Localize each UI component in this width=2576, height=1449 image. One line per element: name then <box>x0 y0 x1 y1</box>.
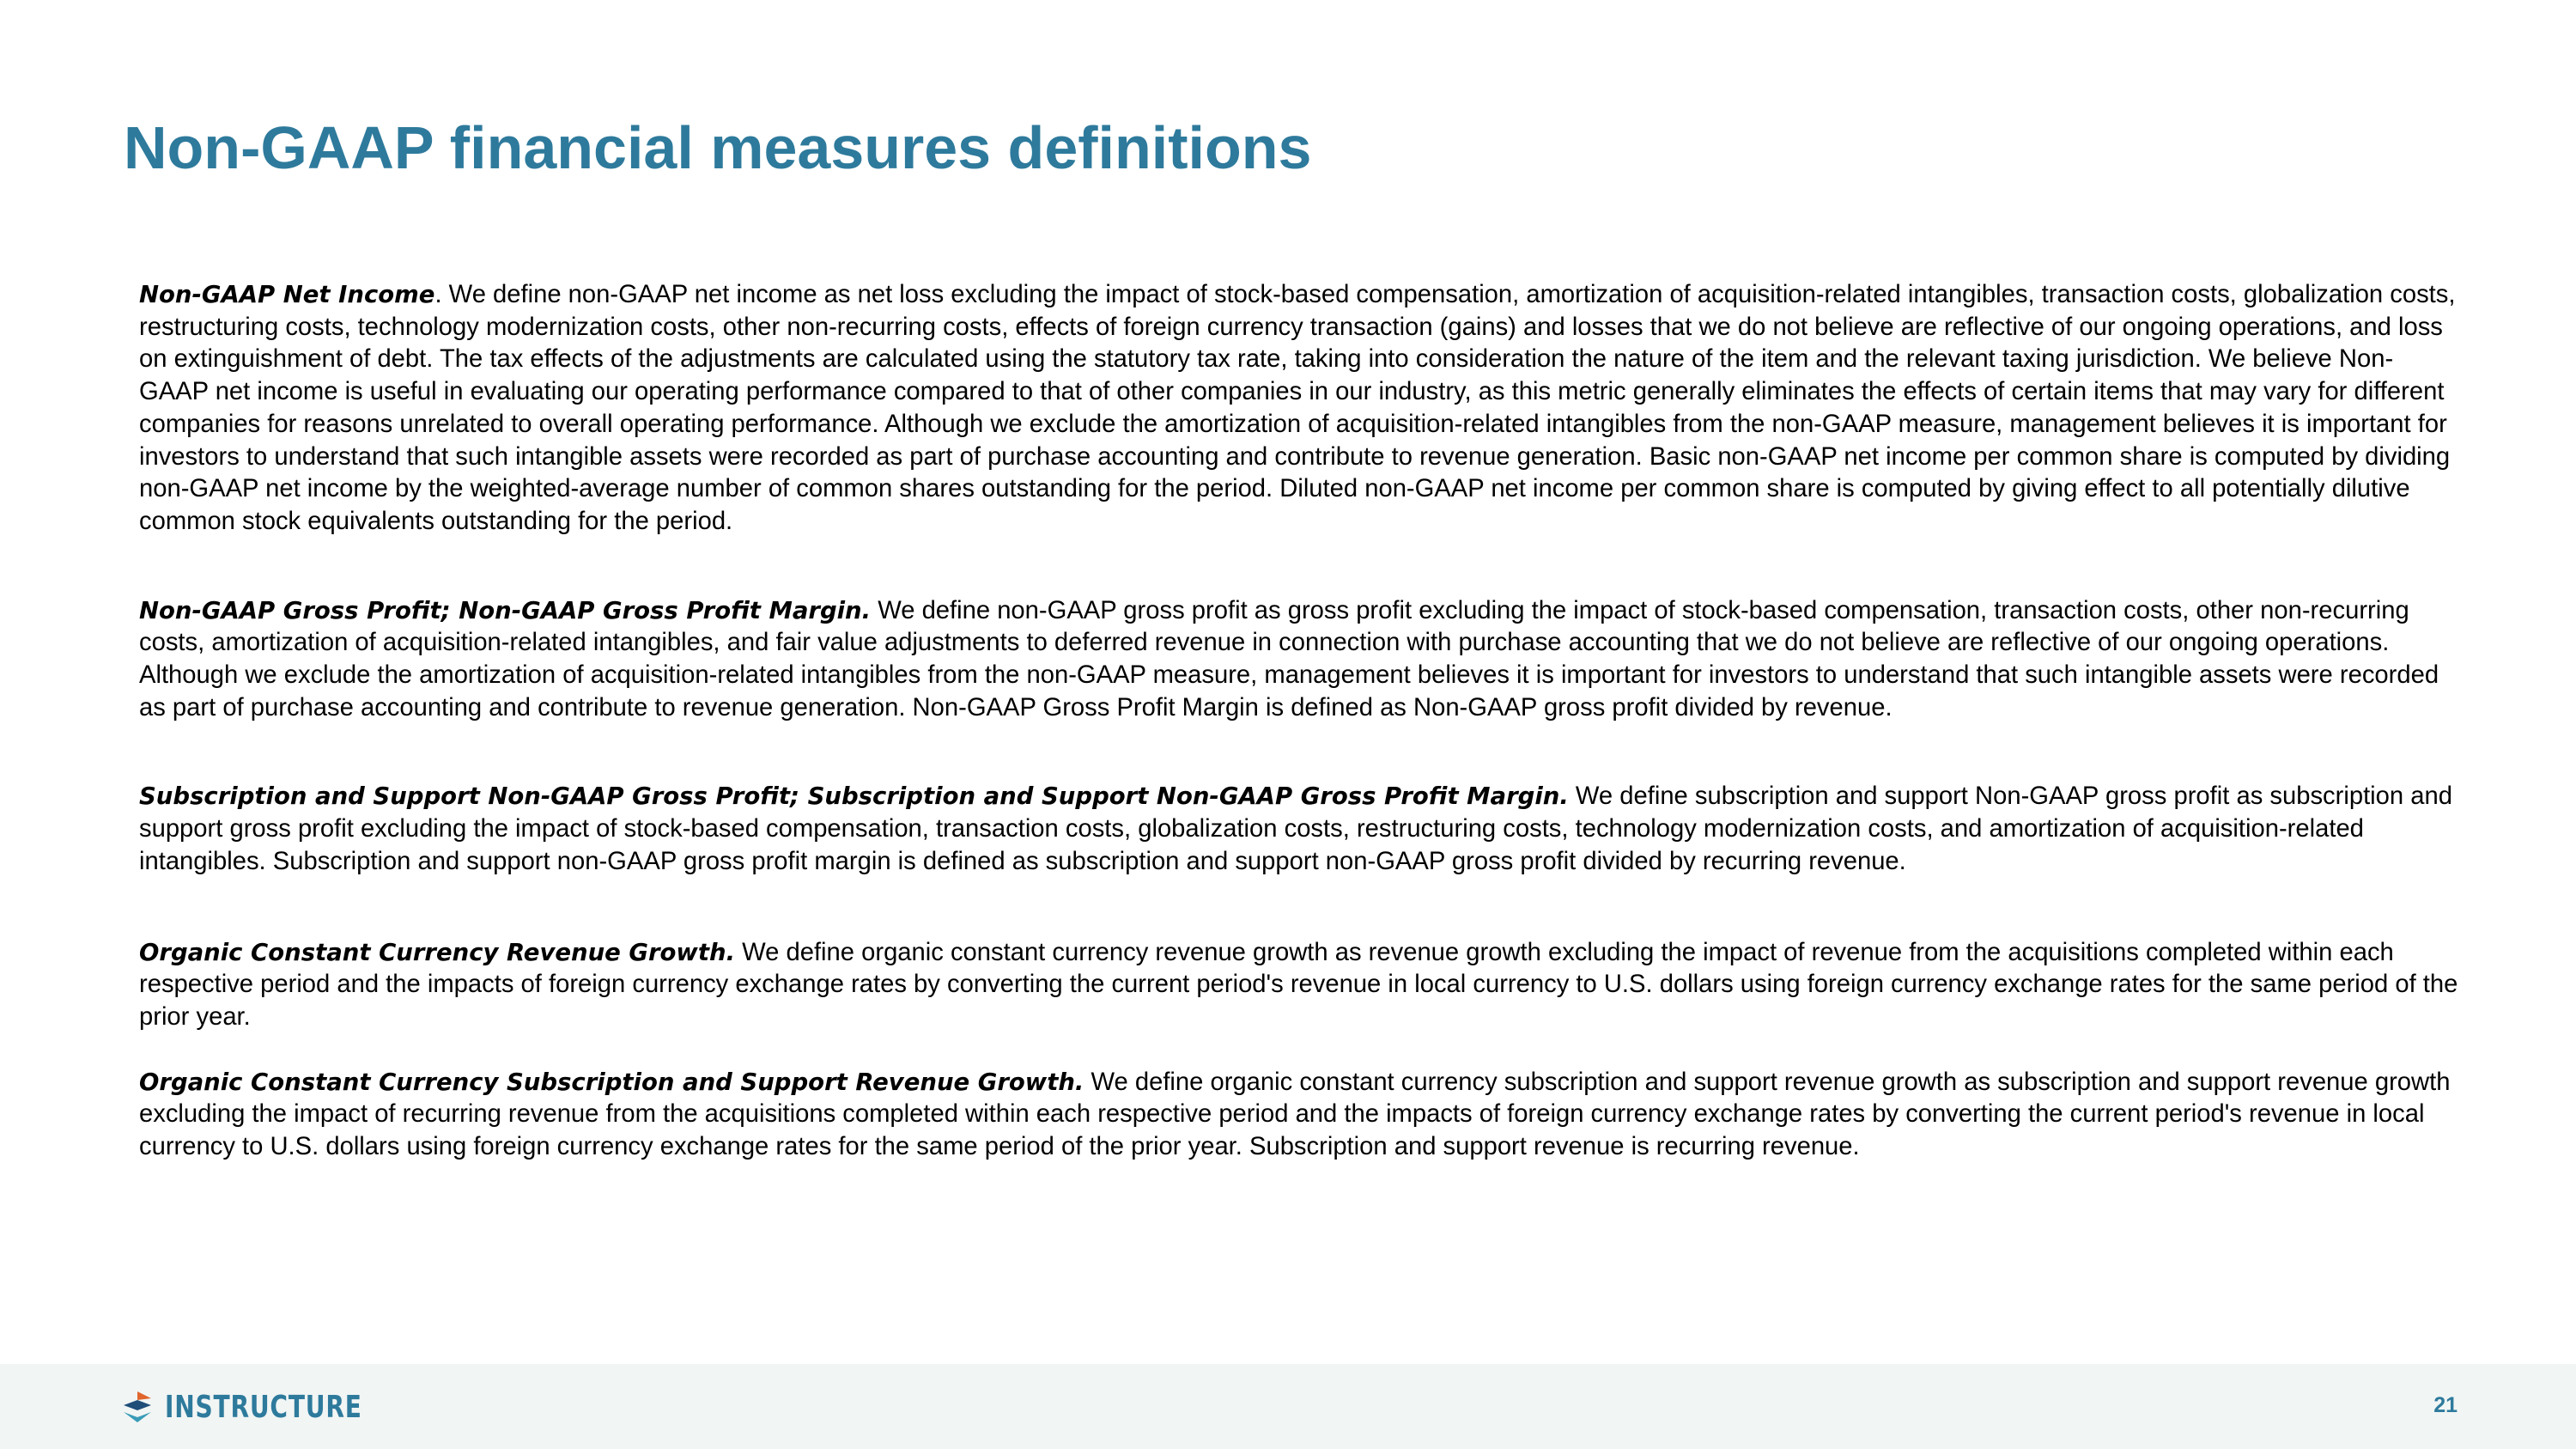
instructure-logo-icon <box>122 1390 153 1424</box>
page-title: Non-GAAP financial measures definitions <box>124 114 1312 181</box>
definition-subscription-support-gross-profit <box>139 781 2462 878</box>
definition-text: We define non-GAAP gross profit as gross profit excluding the impact of stock-based compensation, transaction costs, other non-recurring costs, amortization of acquisition-related intangibles, and fair value adjustments to deferred revenue in connection with purchase accounting that we do not believe are reflective of our ongoing operations. Although we exclude the amortization of acquisition-related intangibles from the non-GAAP measure, management believes it is important for investors to understand that such intangible assets were recorded as part of purchase accounting and contribute to revenue generation. Non-GAAP Gross Profit Margin is defined as Non-GAAP gross profit divided by revenue. <box>139 596 2439 721</box>
definition-non-gaap-net-income <box>139 279 2462 539</box>
definition-text: We define organic constant currency subscription and support revenue growth as subscription and support revenue growth excluding the impact of recurring revenue from the acquisitions completed within each respective period and the impacts of foreign currency exchange rates by converting the current period's revenue in local currency to U.S. dollars using foreign currency exchange rates for the same period of the prior year. Subscription and support revenue is recurring revenue. <box>139 1068 2451 1161</box>
logo-wordmark: INSTRUCTURE <box>165 1389 362 1425</box>
definition-text: We define subscription and support Non-GAAP gross profit as subscription and support gross profit excluding the impact of stock-based compensation, transaction costs, globalization costs, restructuring costs, technology modernization costs, and amortization of acquisition-related intangibles. Subscription and support non-GAAP gross profit margin is defined as subscription and support non-GAAP gross profit divided by recurring revenue. <box>139 782 2452 875</box>
definition-term: Organic Constant Currency Revenue Growth. <box>139 938 736 966</box>
definition-non-gaap-gross-profit <box>139 595 2462 725</box>
definition-text: We define organic constant currency revenue growth as revenue growth excluding the impact of revenue from the acquisitions completed within each respective period and the impacts of foreign currency exchange rates by converting the current period's revenue in local currency to U.S. dollars using foreign currency exchange rates for the same period of the prior year. <box>139 938 2458 1031</box>
definition-organic-constant-currency-subscription-growth <box>139 1067 2462 1164</box>
definition-term: Non-GAAP Gross Profit; Non-GAAP Gross Profit Margin. <box>139 596 872 624</box>
definition-term: Non-GAAP Net Income <box>139 281 435 308</box>
definition-term: Organic Constant Currency Subscription and Support Revenue Growth. <box>139 1068 1084 1096</box>
footer <box>0 1364 2576 1449</box>
company-logo <box>122 1390 417 1424</box>
definition-term: Subscription and Support Non-GAAP Gross Profit; Subscription and Support Non-GAAP Gross Profit Margin. <box>139 782 1569 811</box>
page-number: 21 <box>2433 1393 2458 1417</box>
definition-text: . We define non-GAAP net income as net loss excluding the impact of stock-based compensation, amortization of acquisition-related intangibles, transaction costs, globalization costs, restructuring costs, technology modernization costs, other non-recurring costs, effects of foreign currency transaction (gains) and losses that we do not believe are reflective of our ongoing operations, and loss on extinguishment of debt. The tax effects of the adjustments are calculated using the statutory tax rate, taking into consideration the nature of the item and the relevant taxing jurisdiction. We believe Non-GAAP net income is useful in evaluating our operating performance compared to that of other companies in our industry, as this metric generally eliminates the effects of certain items that may vary for different companies for reasons unrelated to overall operating performance. Although we exclude the amortization of acquisition-related intangibles from the non-GAAP measure, management believes it is important for investors to understand that such intangible assets were recorded as part of purchase accounting and contribute to revenue generation. Basic non-GAAP net income per common share is computed by dividing non-GAAP net income by the weighted-average number of common shares outstanding for the period. Diluted non-GAAP net income per common share is computed by giving effect to all potentially dilutive common stock equivalents outstanding for the period. <box>139 281 2456 535</box>
definition-organic-constant-currency-revenue-growth <box>139 937 2462 1034</box>
definitions-body <box>139 279 2462 1164</box>
